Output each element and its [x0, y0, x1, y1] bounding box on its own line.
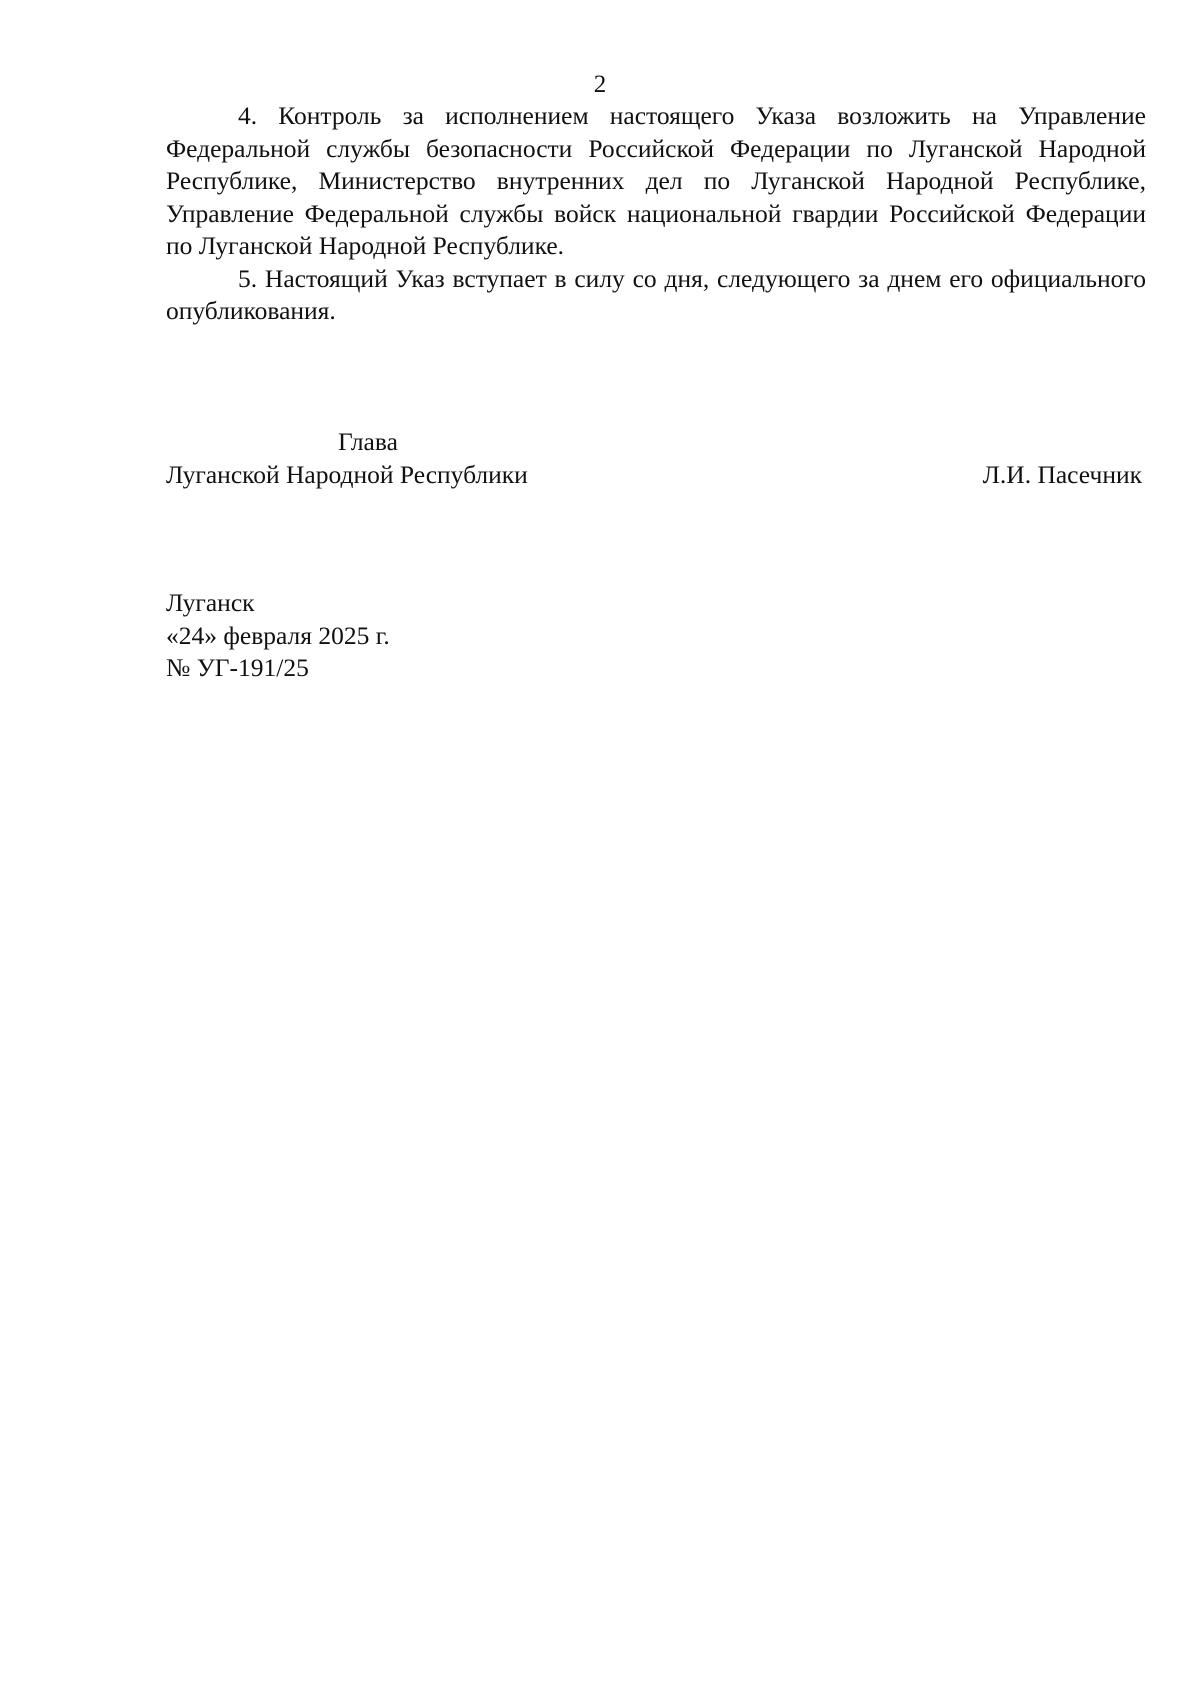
signatory-position: Луганской Народной Республики: [166, 459, 528, 489]
decree-number: № УГ-191/25: [166, 653, 309, 682]
place-date-block: [166, 587, 766, 685]
signature-block: [166, 426, 1146, 491]
decree-body: [166, 100, 1146, 328]
page-number: 2: [593, 71, 607, 98]
signing-date: «24» февраля 2025 г.: [166, 620, 390, 650]
signature-row: [166, 459, 1146, 492]
signatory-name: Л.И. Пасечник: [982, 459, 1142, 489]
paragraph-5: 5. Настоящий Указ вступает в силу со дня, следующего за днем его официального опубликования.: [166, 263, 1146, 325]
place-of-signing: Луганск: [166, 588, 255, 617]
signatory-title: Глава: [338, 427, 398, 456]
paragraph-4: 4. Контроль за исполнением настоящего Указа возложить на Управление Федеральной службы безопасности Российской Федерации по Луганской Народной Республике, Министерство внутренних дел по Луганской Народной Республике, Управление Федеральной службы войск национальной гвардии Российской Федерации по Луганской Народной Республике.: [166, 101, 1146, 260]
